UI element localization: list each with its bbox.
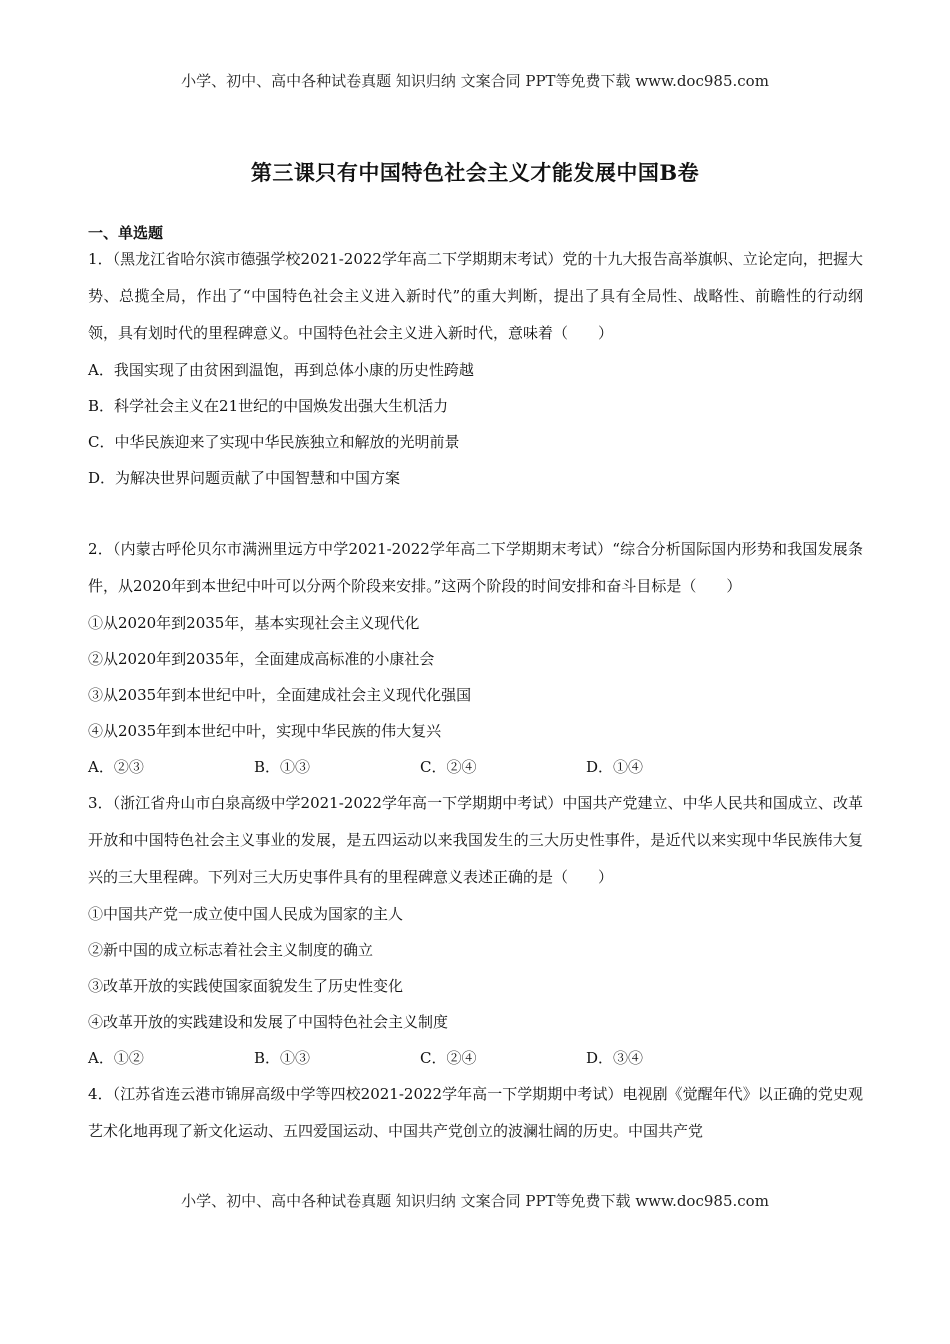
question-1 (88, 241, 863, 496)
question-stem: 2．（内蒙古呼伦贝尔市满洲里远方中学2021-2022学年高二下学期期末考试）“综合分析国际国内形势和我国发展条件，从2020年到本世纪中叶可以分两个阶段来安排。”这两个阶段的时间安排和奋斗目标是（ ） (88, 540, 863, 595)
option-a: A．②③ (88, 758, 144, 776)
statement-4: ④改革开放的实践建设和发展了中国特色社会主义制度 (88, 1013, 449, 1031)
option-b: B．①③ (254, 1049, 311, 1067)
statement-4: ④从2035年到本世纪中叶，实现中华民族的伟大复兴 (88, 722, 442, 740)
section-heading: 一、单选题 (88, 224, 164, 242)
page-header: 小学、初中、高中各种试卷真题 知识归纳 文案合同 PPT等免费下载 www.doc985.com (181, 72, 769, 90)
statement-2: ②新中国的成立标志着社会主义制度的确立 (88, 941, 374, 959)
option-d: D．①④ (586, 758, 644, 776)
question-stem: 1．（黑龙江省哈尔滨市德强学校2021-2022学年高二下学期期末考试）党的十九大报告高举旗帜、立论定向，把握大势、总揽全局，作出了“中国特色社会主义进入新时代”的重大判断，提出了具有全局性、战略性、前瞻性的行动纲领，具有划时代的里程碑意义。中国特色社会主义进入新时代，意味着（ ） (88, 250, 863, 342)
statement-1: ①中国共产党一成立使中国人民成为国家的主人 (88, 905, 404, 923)
question-list (88, 241, 863, 1150)
option-d: D．③④ (586, 1049, 644, 1067)
question-stem: 4．（江苏省连云港市锦屏高级中学等四校2021-2022学年高一下学期期中考试）电视剧《觉醒年代》以正确的党史观艺术化地再现了新文化运动、五四爱国运动、中国共产党创立的波澜壮阔的历史。中国共产党 (88, 1085, 863, 1140)
statement-3: ③改革开放的实践使国家面貌发生了历史性变化 (88, 977, 404, 995)
statement-3: ③从2035年到本世纪中叶，全面建成社会主义现代化强国 (88, 686, 472, 704)
question-2 (88, 531, 863, 785)
statement-1: ①从2020年到2035年，基本实现社会主义现代化 (88, 614, 420, 632)
document-title: 第三课只有中国特色社会主义才能发展中国B卷 (250, 160, 700, 185)
option-a: A．①② (88, 1049, 144, 1067)
question-4 (88, 1076, 863, 1150)
option-c: C．②④ (420, 1049, 477, 1067)
option-c: C．②④ (420, 758, 477, 776)
option-c: C．中华民族迎来了实现中华民族独立和解放的光明前景 (88, 433, 460, 451)
option-b: B．科学社会主义在21世纪的中国焕发出强大生机活力 (88, 397, 449, 415)
option-b: B．①③ (254, 758, 311, 776)
spacer (88, 496, 863, 531)
option-d: D．为解决世界问题贡献了中国智慧和中国方案 (88, 469, 401, 487)
option-a: A．我国实现了由贫困到温饱，再到总体小康的历史性跨越 (88, 361, 474, 379)
question-3 (88, 785, 863, 1076)
statement-2: ②从2020年到2035年，全面建成高标准的小康社会 (88, 650, 435, 668)
option-row (88, 1040, 863, 1076)
question-stem: 3．（浙江省舟山市白泉高级中学2021-2022学年高一下学期期中考试）中国共产党建立、中华人民共和国成立、改革开放和中国特色社会主义事业的发展，是五四运动以来我国发生的三大历史性事件，是近代以来实现中华民族伟大复兴的三大里程碑。下列对三大历史事件具有的里程碑意义表述正确的是（ ） (88, 794, 863, 886)
option-row (88, 749, 863, 785)
page-footer: 小学、初中、高中各种试卷真题 知识归纳 文案合同 PPT等免费下载 www.doc985.com (181, 1192, 769, 1210)
